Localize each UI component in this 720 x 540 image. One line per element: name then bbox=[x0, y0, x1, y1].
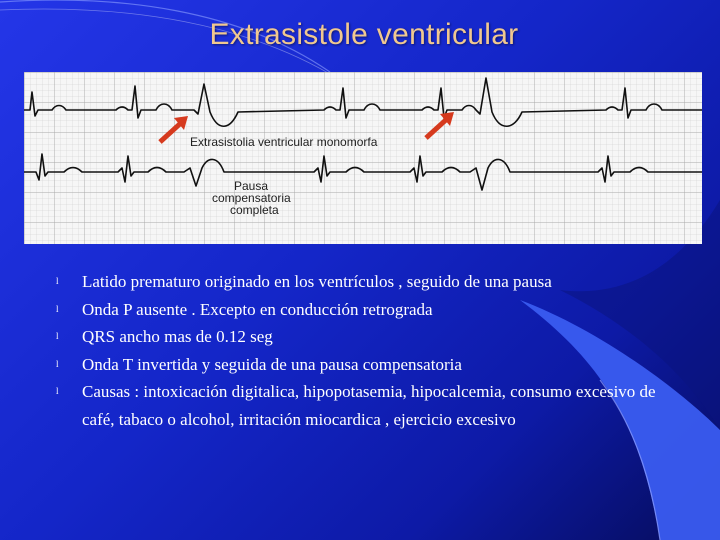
bullet-text: Latido prematuro originado en los ventrículos , seguido de una pausa bbox=[82, 272, 552, 291]
ecg-grid bbox=[24, 72, 702, 244]
bullet-list bbox=[56, 268, 656, 433]
bullet-item bbox=[56, 268, 656, 296]
bullet-text: QRS ancho mas de 0.12 seg bbox=[82, 327, 273, 346]
bullet-item bbox=[56, 351, 656, 379]
bullet-item bbox=[56, 323, 656, 351]
bullet-marker: l bbox=[56, 303, 59, 314]
bullet-marker: l bbox=[56, 276, 59, 286]
bullet-marker: l bbox=[56, 386, 59, 396]
ecg-label-pause-2: compensatoria bbox=[212, 191, 291, 205]
ecg-label-pause-1: Pausa bbox=[234, 179, 269, 193]
ecg-label-pause-3: completa bbox=[230, 203, 279, 217]
bullet-text: Causas : intoxicación digitalica, hipopotasemia, hipocalcemia, consumo excesivo de café, tabaco o alcohol, irritación miocardica , ejercicio excesivo bbox=[82, 382, 656, 429]
bullet-item bbox=[56, 296, 656, 324]
ecg-label-main: Extrasistolia ventricular monomorfa bbox=[190, 135, 378, 149]
bullet-marker: l bbox=[56, 331, 59, 341]
ecg-strip-svg bbox=[24, 72, 702, 244]
bullet-text: Onda T invertida y seguida de una pausa compensatoria bbox=[82, 354, 462, 374]
bullet-marker: l bbox=[56, 358, 59, 369]
ecg-strip-image bbox=[24, 72, 702, 244]
bullet-item bbox=[56, 378, 656, 433]
slide-title: Extrasistole ventricular bbox=[209, 18, 519, 51]
bullet-text: Onda P ausente . Excepto en conducción retrograda bbox=[82, 299, 433, 319]
